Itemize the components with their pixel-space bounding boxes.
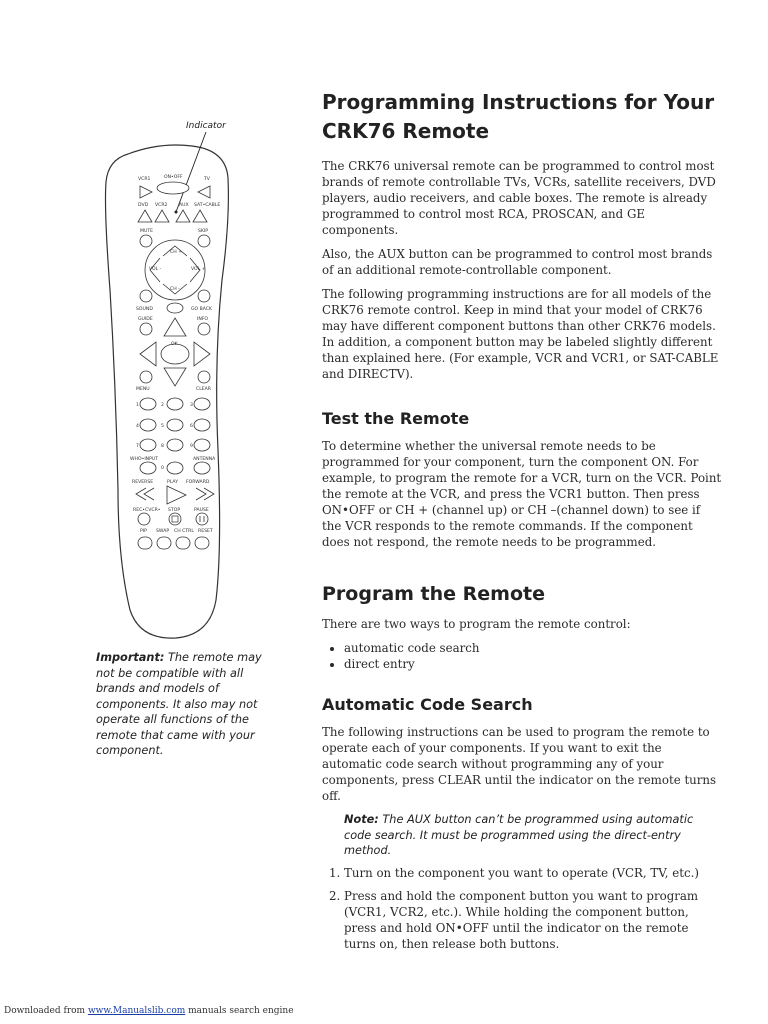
pip-label: PIP [140,529,147,534]
sound-label: SOUND [136,307,153,312]
stop-label: STOP [168,508,181,513]
note-label: Note: [344,813,379,826]
n8-label: 8 [161,444,164,449]
menu-button [140,371,152,383]
rec-label: REC•CVCR• [133,508,161,513]
vcr1-label: VCR1 [138,177,151,182]
n0-label: 0 [161,466,164,471]
pip-button [138,537,152,549]
intro-paragraph-3: The following programming instructions are for all models of the CRK76 remote control. Keep in mind that your model of CRK76 may have different component buttons than other CRK76 models. In addition, a component button may be labeled slightly different than explained here. (For example, VCR and VCR1, or SAT-CABLE and DIRECTV). [322,287,719,381]
page-title: Programming Instructions for Your CRK76 Remote [322,90,715,143]
main-content [322,88,722,959]
clear-label: CLEAR [196,387,212,392]
tv-label: TV [204,177,210,182]
guide-button [140,323,152,335]
footer [4,1006,294,1016]
number-8-button [167,439,183,451]
go-back-label: GO BACK [191,307,213,312]
number-1-button [140,398,156,410]
skip-button [198,235,210,247]
sat-cable-label: SAT•CABLE [194,203,221,208]
important-label: Important: [96,651,165,664]
number-3-button [194,398,210,410]
vol-minus-label: VOL - [149,267,162,272]
number-0-button [167,462,183,474]
number-5-button [167,419,183,431]
footer-prefix: Downloaded from [4,1006,88,1016]
footer-link[interactable]: www.Manualslib.com [87,1006,186,1016]
steps-list [322,865,722,952]
mute-button [140,235,152,247]
sound-button [140,290,152,302]
number-4-button [140,419,156,431]
indicator-light [175,211,178,214]
dvd-label: DVD [138,203,149,208]
n4-label: 4 [136,424,139,429]
n3-label: 3 [190,403,193,408]
reverse-label: REVERSE [132,480,154,485]
center-button [167,303,183,313]
test-heading: Test the Remote [322,409,470,428]
ch-ctrl-button [176,537,190,549]
ok-button [161,344,189,364]
intro-paragraph-1: The CRK76 universal remote can be programmed to control most brands of remote controllable TVs, VCRs, satellite receivers, DVD players, audio receivers, and cable boxes. The remote is already programmed to control most RCA, PROSCAN, and GE components. [322,159,716,237]
number-9-button [194,439,210,451]
on-off-label: ON•OFF [164,175,183,180]
on-off-button [157,182,189,194]
ch-ctrl-label: CH CTRL [174,529,194,534]
intro-paragraph-2: Also, the AUX button can be programmed to control most brands of an additional remote-controllable component. [322,247,713,277]
footer-suffix: manuals search engine [185,1006,294,1016]
ch-minus-label: CH - [170,287,180,292]
acs-heading: Automatic Code Search [322,695,533,714]
list-item: 2. Press and hold the component button you want to program (VCR1, VCR2, etc.). While holding the component button, press and hold ON•OFF until the indicator on the remote turns on, then release both buttons. [344,888,722,952]
n5-label: 5 [161,424,164,429]
important-text: The remote may not be compatible with all brands and models of components. It also may not operate all functions of the remote that came with your component. [96,651,262,757]
who-input-label: WHO•INPUT [130,457,159,462]
pause-button [196,513,208,525]
go-back-button [198,290,210,302]
list-item: 1. Turn on the component you want to operate (VCR, TV, etc.) [344,865,722,881]
note-block [344,812,722,859]
reset-label: RESET [198,529,213,534]
reset-button [195,537,209,549]
aux-label: AUX [179,203,189,208]
number-7-button [140,439,156,451]
record-button [138,513,150,525]
skip-label: SKIP [198,229,209,234]
swap-button [157,537,171,549]
forward-label: FORWARD [186,480,210,485]
list-item: • automatic code search [344,640,722,656]
swap-label: SWAP [156,529,170,534]
ch-plus-label: CH + [170,250,182,255]
program-paragraph: There are two ways to program the remote control: [322,617,631,631]
who-input-button [140,462,156,474]
play-label: PLAY [167,480,179,485]
n6-label: 6 [190,424,193,429]
indicator-label: Indicator [186,121,226,131]
important-note [96,650,281,759]
test-paragraph: To determine whether the universal remote needs to be programmed for your component, turn the component ON. For example, to program the remote for a VCR, turn on the VCR. Point the remote at the VCR, and press the VCR1 button. Then press ON•OFF or CH + (channel up) or CH –(channel down) to see if the VCR responds to the remote commands. If the component does not respond, the remote needs to be programmed. [322,439,722,549]
guide-label: GUIDE [138,317,153,322]
stop-button [169,513,181,525]
antenna-button [194,462,210,474]
number-2-button [167,398,183,410]
acs-paragraph: The following instructions can be used to program the remote to operate each of your components. If you want to exit the automatic code search without programming any of your components, press CLEAR until the indicator on the remote turns off. [322,725,717,803]
n7-label: 7 [136,444,139,449]
note-text: The AUX button can’t be programmed using automatic code search. It must be programmed using the direct-entry method. [344,813,694,857]
number-6-button [194,419,210,431]
menu-label: MENU [136,387,150,392]
info-label: INFO [197,317,209,322]
program-methods-list [322,640,722,672]
n9-label: 9 [190,444,193,449]
n1-label: 1 [136,403,139,408]
pause-label: PAUSE [194,508,209,513]
ok-label: OK [171,342,178,347]
vol-plus-label: VOL + [191,267,206,272]
antenna-label: ANTENNA [193,457,216,462]
list-item: • direct entry [344,656,722,672]
n2-label: 2 [161,403,164,408]
clear-button [198,371,210,383]
vcr2-label: VCR2 [155,203,168,208]
remote-control-illustration [100,130,230,650]
program-heading: Program the Remote [322,583,545,605]
info-button [198,323,210,335]
mute-label: MUTE [140,229,154,234]
